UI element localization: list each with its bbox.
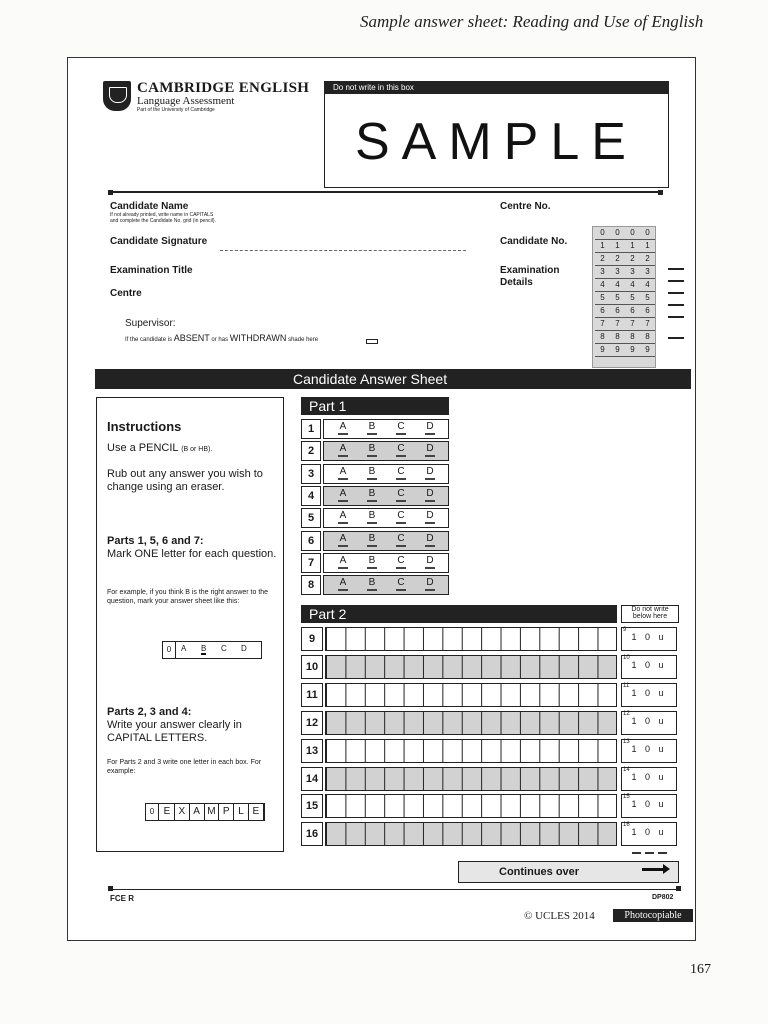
parts-b-example: For Parts 2 and 3 write one letter in each box. For example: xyxy=(107,759,262,775)
grid-digit[interactable]: 2 xyxy=(610,253,625,266)
score-box xyxy=(621,739,677,763)
option-letter: B xyxy=(368,532,376,544)
copyright: © UCLES 2014 xyxy=(524,910,595,922)
question-number: 14 xyxy=(301,767,323,791)
score-values: 1 0 u xyxy=(631,659,667,670)
score-question-number: 10 xyxy=(623,654,630,661)
score-box xyxy=(621,655,677,679)
answer-option[interactable] xyxy=(392,555,410,569)
option-mark xyxy=(425,500,435,502)
option-letter: A xyxy=(339,554,347,566)
answer-option[interactable] xyxy=(392,466,410,480)
part1-question-row xyxy=(301,486,449,506)
pencil-note: (B or HB). xyxy=(181,446,213,453)
absent-suffix: shade here xyxy=(288,337,319,343)
answer-options[interactable] xyxy=(323,553,449,573)
part1-question-row xyxy=(301,464,449,484)
example-letter: A xyxy=(190,804,205,820)
grid-digit[interactable]: 5 xyxy=(625,292,640,305)
score-box xyxy=(621,767,677,791)
option-mark xyxy=(338,455,348,457)
option-letter: B xyxy=(368,465,376,477)
timing-mark xyxy=(668,316,684,318)
option-letter: B xyxy=(368,577,376,589)
option-letter: C xyxy=(397,465,405,477)
grid-digit[interactable]: 7 xyxy=(610,318,625,331)
grid-column[interactable] xyxy=(595,227,610,357)
grid-column[interactable] xyxy=(625,227,640,357)
answer-option[interactable] xyxy=(392,488,410,502)
answer-options[interactable] xyxy=(323,464,449,484)
score-box xyxy=(621,794,677,818)
question-number: 3 xyxy=(301,464,321,484)
grid-digit[interactable]: 9 xyxy=(625,344,640,357)
option-letter: C xyxy=(397,421,405,432)
grid-digit[interactable]: 1 xyxy=(625,240,640,253)
option-mark xyxy=(367,500,377,502)
answer-option[interactable] xyxy=(363,555,381,569)
answer-option[interactable] xyxy=(363,421,381,435)
candidate-number-grid[interactable] xyxy=(592,226,656,368)
grid-digit[interactable]: 9 xyxy=(610,344,625,357)
grid-digit[interactable]: 9 xyxy=(640,344,655,357)
withdrawn-word: WITHDRAWN xyxy=(229,333,287,343)
grid-digit[interactable]: 4 xyxy=(625,279,640,292)
timing-mark xyxy=(668,292,684,294)
example-letter: M xyxy=(204,804,219,820)
question-number: 4 xyxy=(301,486,321,506)
instructions-panel xyxy=(96,397,284,852)
option-mark xyxy=(367,433,377,435)
answer-options[interactable] xyxy=(323,531,449,551)
example-number: 0 xyxy=(163,642,176,658)
grid-digit[interactable]: 8 xyxy=(640,331,655,344)
option-mark xyxy=(425,433,435,435)
example-letter: P xyxy=(219,804,234,820)
answer-letter-boxes[interactable] xyxy=(325,739,617,763)
arrow-right-icon xyxy=(642,868,666,871)
absent-word: ABSENT xyxy=(173,333,210,343)
option-mark xyxy=(425,478,435,480)
part2-question-row xyxy=(301,683,617,707)
option-mark xyxy=(396,455,406,457)
answer-option[interactable] xyxy=(421,488,439,502)
example-word-number: 0 xyxy=(146,804,159,820)
score-box xyxy=(621,711,677,735)
option-mark xyxy=(425,545,435,547)
answer-option[interactable] xyxy=(363,488,381,502)
answer-option[interactable] xyxy=(392,533,410,547)
grid-digit[interactable]: 5 xyxy=(640,292,655,305)
sample-watermark: SAMPLE xyxy=(355,113,638,171)
brand-sub: Language Assessment xyxy=(137,95,235,107)
part2-question-row xyxy=(301,627,617,651)
grid-digit[interactable]: 7 xyxy=(640,318,655,331)
example-letter: E xyxy=(160,804,175,820)
absent-prefix: If the candidate is xyxy=(125,337,173,343)
example-mark xyxy=(162,641,262,659)
candidate-signature-label: Candidate Signature xyxy=(110,236,208,247)
option-letter: C xyxy=(397,532,405,544)
divider xyxy=(110,889,680,890)
option-letter: D xyxy=(426,421,434,432)
answer-option[interactable] xyxy=(334,443,352,457)
part1-question-row xyxy=(301,531,449,551)
grid-digit[interactable]: 8 xyxy=(595,331,610,344)
score-values: 1 0 u xyxy=(631,715,667,726)
option-letter: C xyxy=(397,577,405,589)
question-number: 11 xyxy=(301,683,323,707)
rub-instruction: Rub out any answer you wish to change using an eraser. xyxy=(107,468,263,493)
grid-digit[interactable]: 4 xyxy=(640,279,655,292)
example-option: A xyxy=(181,644,187,653)
timing-mark xyxy=(676,886,681,891)
doc-code: DP802 xyxy=(652,894,674,901)
grid-digit[interactable]: 6 xyxy=(610,305,625,318)
answer-option[interactable] xyxy=(363,533,381,547)
score-box xyxy=(621,822,677,846)
part2-question-row xyxy=(301,739,617,763)
option-mark xyxy=(338,478,348,480)
part1-question-row xyxy=(301,575,449,595)
grid-digit[interactable]: 2 xyxy=(595,253,610,266)
timing-mark xyxy=(108,190,113,195)
option-mark xyxy=(367,478,377,480)
answer-option[interactable] xyxy=(392,421,410,435)
part2-question-row xyxy=(301,655,617,679)
answer-option[interactable] xyxy=(392,510,410,524)
example-option: C xyxy=(221,644,227,653)
centre-no-label: Centre No. xyxy=(500,201,551,212)
timing-mark xyxy=(108,886,113,891)
score-marks xyxy=(622,841,676,859)
option-mark xyxy=(338,522,348,524)
score-box xyxy=(621,627,677,651)
cambridge-crest-icon xyxy=(103,81,131,111)
do-not-write-label: Do not write below here xyxy=(621,605,679,623)
answer-option[interactable] xyxy=(421,510,439,524)
question-number: 15 xyxy=(301,794,323,818)
score-values: 1 0 u xyxy=(631,632,667,642)
example-letter: X xyxy=(175,804,190,820)
answer-option[interactable] xyxy=(421,421,439,435)
grid-digit[interactable]: 3 xyxy=(610,266,625,279)
grid-digit[interactable]: 1 xyxy=(640,240,655,253)
candidate-name-label: Candidate Name xyxy=(110,201,189,212)
option-mark xyxy=(396,522,406,524)
option-mark xyxy=(338,500,348,502)
question-number: 16 xyxy=(301,822,323,846)
example-word xyxy=(145,803,265,821)
divider xyxy=(110,191,658,193)
answer-option[interactable] xyxy=(421,466,439,480)
grid-column[interactable] xyxy=(640,227,655,357)
option-mark xyxy=(396,567,406,569)
option-letter: C xyxy=(397,443,405,455)
score-question-number: 14 xyxy=(623,766,630,773)
option-letter: C xyxy=(397,487,405,499)
answer-option[interactable] xyxy=(334,533,352,547)
option-letter: D xyxy=(426,487,434,499)
example-letter: E xyxy=(249,804,264,820)
score-question-number: 13 xyxy=(623,738,630,745)
part1-title: Part 1 xyxy=(301,397,449,415)
example-letter: L xyxy=(234,804,249,820)
parts-a-title: Parts 1, 5, 6 and 7: xyxy=(107,535,204,547)
option-letter: C xyxy=(397,554,405,566)
answer-letter-boxes[interactable] xyxy=(325,767,617,791)
sample-box-header: Do not write in this box xyxy=(325,82,668,94)
grid-digit[interactable]: 8 xyxy=(625,331,640,344)
option-mark xyxy=(396,478,406,480)
score-box xyxy=(621,683,677,707)
question-number: 1 xyxy=(301,419,321,439)
score-mark xyxy=(632,852,641,854)
score-question-number: 16 xyxy=(623,822,630,829)
timing-mark xyxy=(658,190,663,195)
part2-question-row xyxy=(301,711,617,735)
option-letter: B xyxy=(368,554,376,566)
answer-option[interactable] xyxy=(363,466,381,480)
grid-digit[interactable]: 4 xyxy=(610,279,625,292)
option-letter: D xyxy=(426,577,434,589)
grid-digit[interactable]: 0 xyxy=(625,227,640,240)
grid-digit[interactable]: 5 xyxy=(595,292,610,305)
option-letter: A xyxy=(339,443,347,455)
grid-digit[interactable]: 2 xyxy=(640,253,655,266)
example-word-letters xyxy=(160,804,264,820)
part2-question-row xyxy=(301,794,617,818)
option-mark xyxy=(367,589,377,591)
question-number: 6 xyxy=(301,531,321,551)
question-number: 10 xyxy=(301,655,323,679)
grid-digit[interactable]: 3 xyxy=(595,266,610,279)
parts-b-title: Parts 2, 3 and 4: xyxy=(107,706,192,718)
score-values: 1 0 u xyxy=(631,743,667,754)
grid-digit[interactable]: 0 xyxy=(640,227,655,240)
option-mark xyxy=(338,545,348,547)
answer-option[interactable] xyxy=(421,533,439,547)
pencil-instruction xyxy=(107,442,277,456)
form-code: FCE R xyxy=(110,894,134,903)
score-values: 1 0 u xyxy=(631,687,667,698)
option-letter: A xyxy=(339,487,347,499)
option-mark xyxy=(425,522,435,524)
option-letter: A xyxy=(339,577,347,589)
running-header: Sample answer sheet: Reading and Use of English xyxy=(360,12,704,31)
option-letter: C xyxy=(397,510,405,522)
question-number: 13 xyxy=(301,739,323,763)
answer-option[interactable] xyxy=(334,577,352,591)
option-letter: D xyxy=(426,510,434,522)
absent-note xyxy=(125,333,318,343)
answer-option[interactable] xyxy=(334,421,352,435)
part1-question-row xyxy=(301,553,449,573)
banner-title: Candidate Answer Sheet xyxy=(293,371,448,387)
answer-letter-boxes[interactable] xyxy=(325,794,617,818)
grid-digit[interactable]: 6 xyxy=(640,305,655,318)
candidate-no-label: Candidate No. xyxy=(500,236,568,247)
option-letter: A xyxy=(339,510,347,522)
parts-b-text: Write your answer clearly in CAPITAL LETTERS. xyxy=(107,719,242,744)
example-options xyxy=(177,642,261,658)
signature-line[interactable] xyxy=(220,250,466,251)
score-question-number: 9 xyxy=(623,627,627,633)
grid-digit[interactable]: 9 xyxy=(595,344,610,357)
answer-options[interactable] xyxy=(323,441,449,461)
answer-option[interactable] xyxy=(334,555,352,569)
score-question-number: 15 xyxy=(623,794,630,801)
answer-letter-boxes[interactable] xyxy=(325,711,617,735)
example-option: B xyxy=(201,644,207,653)
option-mark xyxy=(396,500,406,502)
question-number: 5 xyxy=(301,508,321,528)
answer-options[interactable] xyxy=(323,575,449,595)
answer-letter-boxes[interactable] xyxy=(325,822,617,846)
option-mark xyxy=(425,455,435,457)
answer-option[interactable] xyxy=(363,510,381,524)
option-letter: B xyxy=(368,487,376,499)
grid-digit[interactable]: 2 xyxy=(625,253,640,266)
answer-option[interactable] xyxy=(392,577,410,591)
candidate-name-note: If not already printed, write name in CAPITALS and complete the Candidate No. grid (in pencil). xyxy=(110,212,216,224)
grid-digit[interactable]: 6 xyxy=(595,305,610,318)
option-mark xyxy=(425,589,435,591)
question-number: 8 xyxy=(301,575,321,595)
grid-digit[interactable]: 7 xyxy=(595,318,610,331)
score-values: 1 0 u xyxy=(631,799,667,810)
answer-option[interactable] xyxy=(421,577,439,591)
grid-digit[interactable]: 7 xyxy=(625,318,640,331)
grid-digit[interactable]: 3 xyxy=(625,266,640,279)
brand-tag: Part of the University of Cambridge xyxy=(137,107,215,113)
answer-option[interactable] xyxy=(392,443,410,457)
question-number: 12 xyxy=(301,711,323,735)
grid-digit[interactable]: 5 xyxy=(610,292,625,305)
absent-mid: or has xyxy=(211,337,229,343)
timing-mark xyxy=(668,304,684,306)
option-mark xyxy=(338,567,348,569)
question-number: 9 xyxy=(301,627,323,651)
sample-box xyxy=(324,81,669,188)
answer-sheet-banner xyxy=(95,369,691,389)
parts-a-text: Mark ONE letter for each question. xyxy=(107,548,277,560)
grid-digit[interactable]: 0 xyxy=(610,227,625,240)
photocopiable-badge: Photocopiable xyxy=(613,909,693,922)
absent-shade-box[interactable] xyxy=(366,339,378,344)
option-letter: D xyxy=(426,465,434,477)
part2-question-row xyxy=(301,767,617,791)
parts-a-example: For example, if you think B is the right answer to the question, mark your answer sheet like this: xyxy=(107,589,269,605)
question-number: 7 xyxy=(301,553,321,573)
part2-title: Part 2 xyxy=(301,605,617,623)
option-mark xyxy=(396,433,406,435)
exam-title-label: Examination Title xyxy=(110,265,193,276)
grid-digit[interactable]: 4 xyxy=(595,279,610,292)
grid-digit[interactable]: 0 xyxy=(595,227,610,240)
part1-question-row xyxy=(301,508,449,528)
grid-digit[interactable]: 3 xyxy=(640,266,655,279)
question-number: 2 xyxy=(301,441,321,461)
option-letter: D xyxy=(426,532,434,544)
answer-option[interactable] xyxy=(363,443,381,457)
page-number: 167 xyxy=(690,962,711,977)
option-mark xyxy=(367,567,377,569)
part1-question-row xyxy=(301,441,449,461)
answer-options[interactable] xyxy=(323,419,449,439)
answer-letter-boxes[interactable] xyxy=(325,683,617,707)
score-values: 1 0 u xyxy=(631,827,667,838)
centre-label: Centre xyxy=(110,288,142,299)
grid-column[interactable] xyxy=(610,227,625,357)
option-mark xyxy=(367,545,377,547)
example-option: D xyxy=(241,644,247,653)
answer-option[interactable] xyxy=(421,555,439,569)
grid-digit[interactable]: 1 xyxy=(610,240,625,253)
answer-option[interactable] xyxy=(421,443,439,457)
supervisor-label: Supervisor: xyxy=(125,318,176,329)
option-letter: D xyxy=(426,554,434,566)
answer-option[interactable] xyxy=(334,488,352,502)
instructions-title: Instructions xyxy=(107,419,182,434)
option-mark xyxy=(338,589,348,591)
part2-question-row xyxy=(301,822,617,846)
timing-mark xyxy=(668,280,684,282)
option-mark xyxy=(367,522,377,524)
score-mark xyxy=(645,852,654,854)
option-letter: B xyxy=(368,421,376,432)
option-mark xyxy=(425,567,435,569)
timing-mark xyxy=(668,337,684,339)
answer-letter-boxes[interactable] xyxy=(325,627,617,651)
answer-option[interactable] xyxy=(334,510,352,524)
answer-option[interactable] xyxy=(334,466,352,480)
option-mark xyxy=(338,433,348,435)
exam-details-label: Examination Details xyxy=(500,265,560,288)
answer-options[interactable] xyxy=(323,486,449,506)
continues-over-box xyxy=(458,861,679,883)
brand-name: CAMBRIDGE ENGLISH xyxy=(137,80,310,96)
part1-question-row xyxy=(301,419,449,439)
grid-digit[interactable]: 6 xyxy=(625,305,640,318)
option-mark xyxy=(367,455,377,457)
score-values: 1 0 u xyxy=(631,771,667,782)
answer-letter-boxes[interactable] xyxy=(325,655,617,679)
score-question-number: 11 xyxy=(623,682,630,689)
option-letter: D xyxy=(426,443,434,455)
option-letter: B xyxy=(368,443,376,455)
option-letter: A xyxy=(339,532,347,544)
option-letter: A xyxy=(339,465,347,477)
option-mark xyxy=(396,545,406,547)
pencil-text: Use a PENCIL xyxy=(107,442,179,454)
grid-digit[interactable]: 8 xyxy=(610,331,625,344)
timing-mark xyxy=(668,268,684,270)
option-letter: B xyxy=(368,510,376,522)
continues-label: Continues over xyxy=(499,866,580,878)
answer-option[interactable] xyxy=(363,577,381,591)
option-mark xyxy=(396,589,406,591)
answer-options[interactable] xyxy=(323,508,449,528)
grid-digit[interactable]: 1 xyxy=(595,240,610,253)
score-question-number: 12 xyxy=(623,710,630,717)
score-mark xyxy=(658,852,667,854)
option-letter: A xyxy=(339,421,347,432)
